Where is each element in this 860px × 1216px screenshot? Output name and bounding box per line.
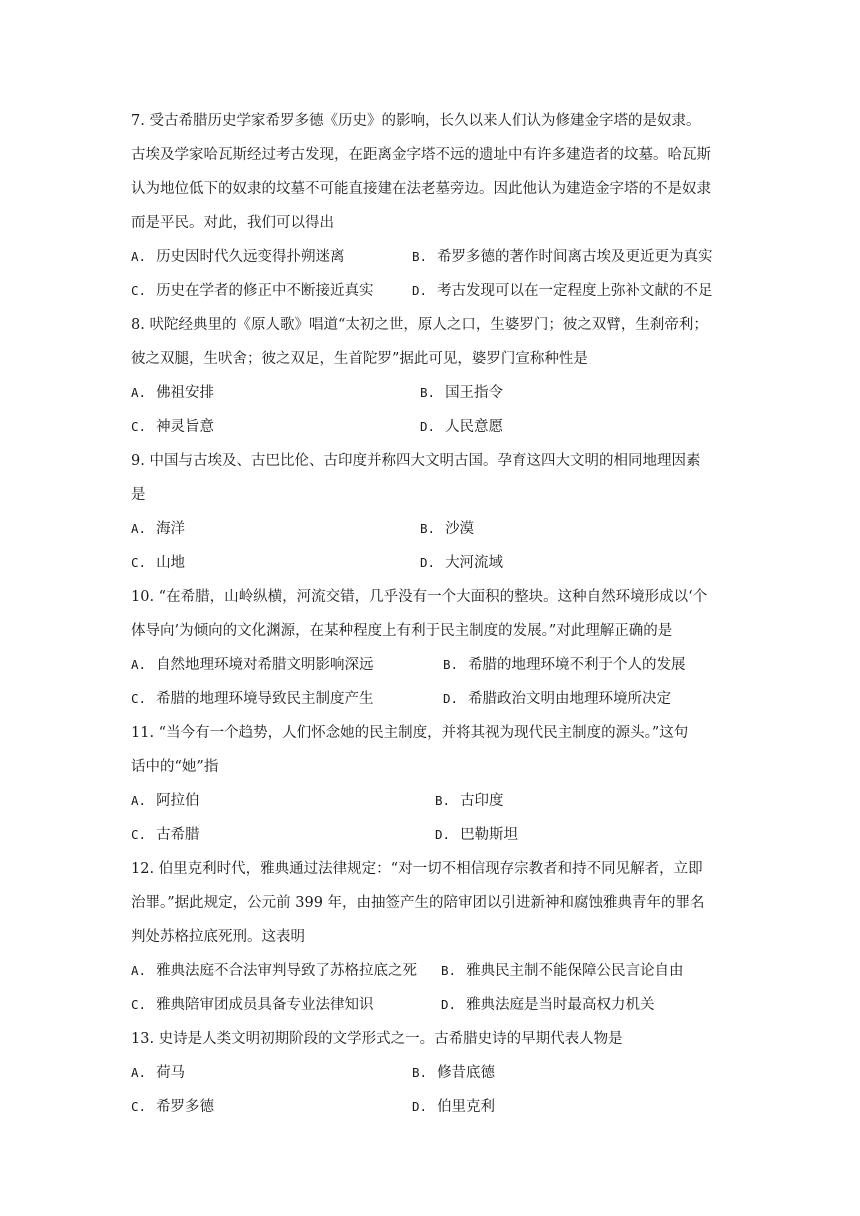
option-b: B. 修昔底德 bbox=[412, 1065, 496, 1081]
option-a: A. 佛祖安排 bbox=[131, 385, 215, 401]
option-b: B. 雅典民主制不能保障公民言论自由 bbox=[441, 963, 684, 979]
question-12 bbox=[131, 852, 731, 1022]
option-c: C. 希罗多德 bbox=[131, 1099, 215, 1115]
option-row bbox=[131, 274, 731, 308]
question-10 bbox=[131, 580, 731, 716]
option-a: A. 自然地理环境对希腊文明影响深远 bbox=[131, 657, 374, 673]
option-row bbox=[131, 784, 731, 818]
option-d: D. 巴勒斯坦 bbox=[435, 827, 519, 843]
option-row bbox=[131, 954, 731, 988]
option-a: A. 海洋 bbox=[131, 521, 186, 537]
option-a: A. 历史因时代久远变得扑朔迷离 bbox=[131, 249, 345, 265]
question-text-line: 彼之双腿，生吠舍；彼之双足，生首陀罗”据此可见，婆罗门宣称种性是 bbox=[131, 351, 588, 367]
option-b: B. 希罗多德的著作时间离古埃及更近更为真实 bbox=[412, 249, 713, 265]
option-c: C. 历史在学者的修正中不断接近真实 bbox=[131, 283, 374, 299]
question-text-line: 体导向’为倾向的文化渊源，在某种程度上有利于民主制度的发展。”对此理解正确的是 bbox=[131, 623, 673, 639]
option-b: B. 国王指令 bbox=[420, 385, 504, 401]
question-8 bbox=[131, 308, 731, 444]
option-row bbox=[131, 1056, 731, 1090]
option-b: B. 沙漠 bbox=[420, 521, 475, 537]
option-row bbox=[131, 682, 731, 716]
option-row bbox=[131, 546, 731, 580]
option-b: B. 希腊的地理环境不利于个人的发展 bbox=[443, 657, 686, 673]
option-row bbox=[131, 240, 731, 274]
question-text-line: 13. 史诗是人类文明初期阶段的文学形式之一。古希腊史诗的早期代表人物是 bbox=[131, 1031, 623, 1047]
option-d: D. 考古发现可以在一定程度上弥补文献的不足 bbox=[412, 283, 713, 299]
option-a: A. 雅典法庭不合法审判导致了苏格拉底之死 bbox=[131, 963, 418, 979]
question-text-line: 治罪。”据此规定，公元前 399 年，由抽签产生的陪审团以引进新神和腐蚀雅典青年的罪名 bbox=[131, 895, 705, 911]
question-9 bbox=[131, 444, 731, 580]
option-row bbox=[131, 1090, 731, 1124]
question-text-line: 11. “当今有一个趋势，人们怀念她的民主制度，并将其视为现代民主制度的源头。”这句 bbox=[131, 725, 689, 741]
question-text-line: 古埃及学家哈瓦斯经过考古发现，在距离金字塔不远的遗址中有许多建造者的坟墓。哈瓦斯 bbox=[131, 147, 711, 163]
question-text-line: 9. 中国与古埃及、古巴比伦、古印度并称四大文明古国。孕育这四大文明的相同地理因素 bbox=[131, 453, 701, 469]
option-d: D. 伯里克利 bbox=[412, 1099, 496, 1115]
option-c: C. 山地 bbox=[131, 555, 186, 571]
question-text-line: 10. “在希腊，山岭纵横，河流交错，几乎没有一个大面积的整块。这种自然环境形成以‘个 bbox=[131, 589, 708, 605]
option-d: D. 人民意愿 bbox=[420, 419, 504, 435]
option-d: D. 大河流域 bbox=[420, 555, 504, 571]
question-text-line: 7. 受古希腊历史学家希罗多德《历史》的影响，长久以来人们认为修建金字塔的是奴隶。 bbox=[131, 113, 701, 129]
question-text-line: 判处苏格拉底死刑。这表明 bbox=[131, 929, 305, 945]
option-c: C. 希腊的地理环境导致民主制度产生 bbox=[131, 691, 374, 707]
option-a: A. 阿拉伯 bbox=[131, 793, 200, 809]
question-text-line: 话中的“她”指 bbox=[131, 759, 219, 775]
question-13 bbox=[131, 1022, 731, 1124]
option-c: C. 雅典陪审团成员具备专业法律知识 bbox=[131, 997, 374, 1013]
option-row bbox=[131, 512, 731, 546]
option-d: D. 希腊政治文明由地理环境所决定 bbox=[443, 691, 672, 707]
question-text-line: 8. 吠陀经典里的《原人歌》唱道“太初之世，原人之口，生婆罗门；彼之双臂，生刹帝利； bbox=[131, 317, 708, 333]
option-row bbox=[131, 376, 731, 410]
question-text-line: 而是平民。对此，我们可以得出 bbox=[131, 215, 334, 231]
option-c: C. 神灵旨意 bbox=[131, 419, 215, 435]
option-a: A. 荷马 bbox=[131, 1065, 186, 1081]
question-11 bbox=[131, 716, 731, 852]
option-row bbox=[131, 410, 731, 444]
exam-page bbox=[131, 104, 731, 1124]
question-7 bbox=[131, 104, 731, 308]
question-text-line: 12. 伯里克利时代，雅典通过法律规定：“对一切不相信现存宗教者和持不同见解者，立即 bbox=[131, 861, 703, 877]
question-text-line: 是 bbox=[131, 487, 146, 503]
question-text-line: 认为地位低下的奴隶的坟墓不可能直接建在法老墓旁边。因此他认为建造金字塔的不是奴隶 bbox=[131, 181, 711, 197]
option-row bbox=[131, 818, 731, 852]
option-row bbox=[131, 988, 731, 1022]
option-d: D. 雅典法庭是当时最高权力机关 bbox=[441, 997, 655, 1013]
option-c: C. 古希腊 bbox=[131, 827, 200, 843]
option-row bbox=[131, 648, 731, 682]
option-b: B. 古印度 bbox=[435, 793, 504, 809]
